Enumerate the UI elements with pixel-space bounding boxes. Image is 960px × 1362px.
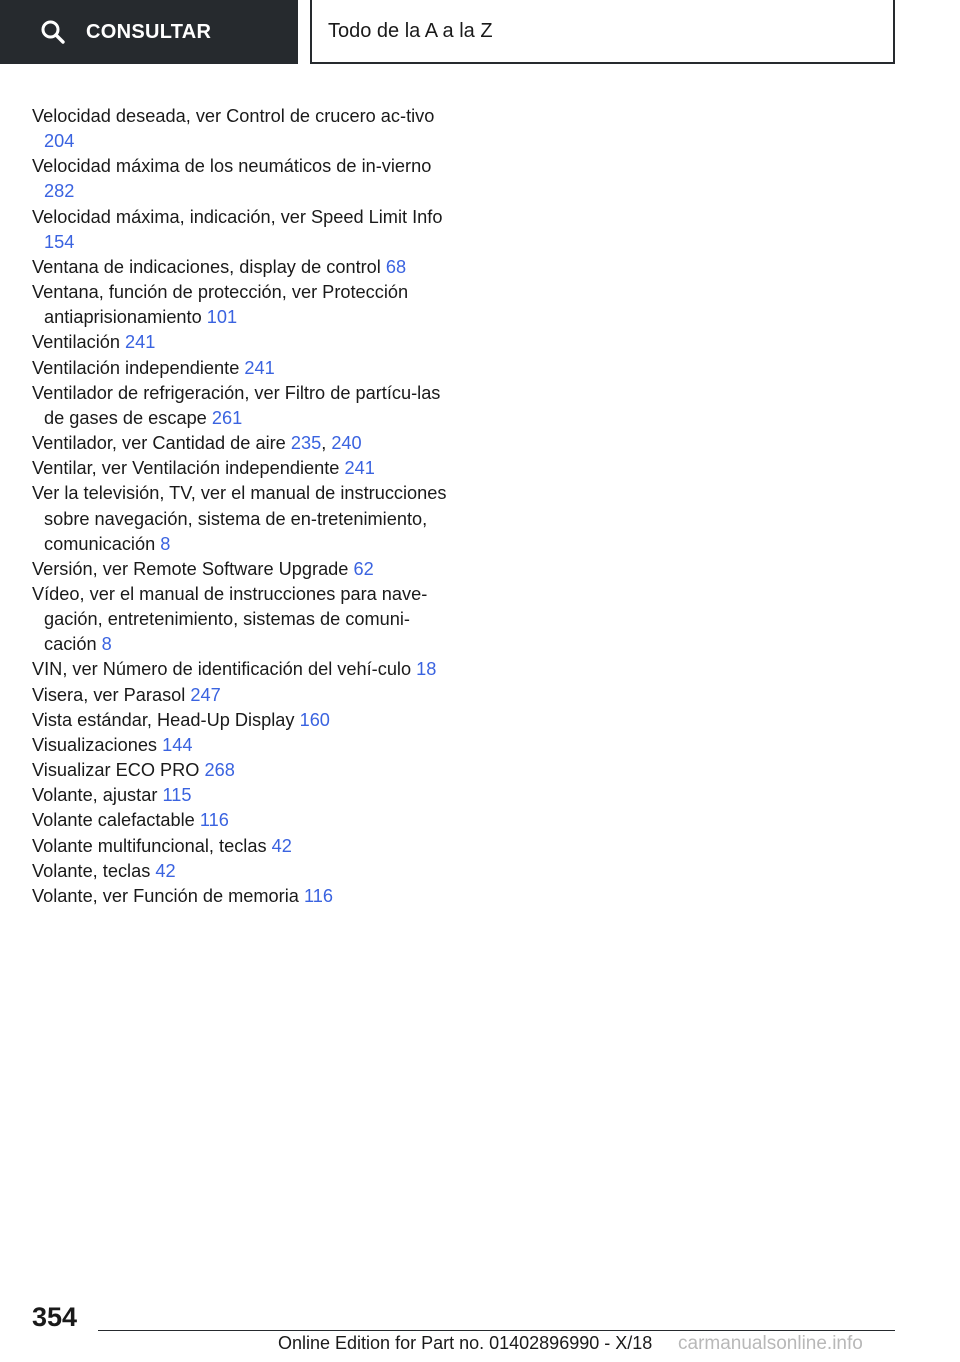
page-reference-link[interactable]: 241 [244, 357, 275, 378]
section-title: Todo de la A a la Z [328, 19, 493, 42]
index-entry [32, 205, 452, 255]
index-entry-text: Ventana, función de protección, ver Protección antiaprisionamiento [32, 282, 409, 328]
page-reference-link[interactable]: 42 [271, 835, 292, 856]
index-entry [32, 834, 452, 859]
index-entry-text: Ventilación independiente [32, 357, 240, 378]
search-icon [40, 19, 66, 45]
index-entry [32, 859, 452, 884]
page-reference-link[interactable]: 115 [162, 785, 192, 806]
index-entry-text: Versión, ver Remote Software Upgrade [32, 558, 349, 579]
index-entry [32, 783, 452, 808]
index-entry [32, 582, 452, 657]
page-reference-link[interactable]: 154 [44, 231, 75, 252]
page-reference-link[interactable]: 8 [101, 634, 112, 655]
index-entry-text: Volante multifuncional, teclas [32, 835, 267, 856]
index-entry-text: Velocidad máxima de los neumáticos de in-vierno [32, 156, 432, 177]
footer-rule [98, 1330, 895, 1331]
watermark: carmanualsonline.info [678, 1333, 863, 1354]
index-entry [32, 154, 452, 204]
page-reference-link[interactable]: 101 [206, 307, 238, 328]
section-header [310, 0, 895, 64]
page-reference-link[interactable]: 18 [416, 659, 437, 680]
index-entry-text: Ventilación [32, 332, 120, 353]
index-entry [32, 657, 452, 682]
page-reference-link[interactable]: 8 [160, 533, 171, 554]
page-reference-link[interactable]: 42 [155, 860, 176, 881]
consult-tab[interactable] [0, 0, 298, 64]
index-entry-text: Visualizar ECO PRO [32, 760, 200, 781]
page-reference-link[interactable]: 247 [190, 684, 221, 705]
page-reference-link[interactable]: 241 [344, 458, 375, 479]
index-entry-text: Visera, ver Parasol [32, 684, 186, 705]
page-reference-link[interactable]: 160 [299, 709, 330, 730]
index-entry [32, 330, 452, 355]
page-reference-link[interactable]: 282 [44, 181, 75, 202]
index-entry-text: Ventilador de refrigeración, ver Filtro de partícu-las de gases de escape [32, 382, 441, 428]
index-entry [32, 884, 452, 909]
index-entry: Ventilador, ver Cantidad de aire 235, 240 [32, 433, 362, 454]
edition-text: Online Edition for Part no. 01402896990 - X/18 [278, 1333, 653, 1353]
index-entry [32, 733, 452, 758]
index-entry-text: Vídeo, ver el manual de instrucciones para nave-gación, entretenimiento, sistemas de comuni-cación [32, 583, 428, 655]
page-number: 354 [32, 1302, 78, 1332]
page-reference-link[interactable]: 144 [162, 734, 193, 755]
page-reference-link[interactable]: 62 [353, 558, 374, 579]
page-reference-link[interactable]: 116 [199, 810, 229, 831]
index-entry-text: Ver la televisión, TV, ver el manual de instrucciones sobre navegación, sistema de en-tretenimiento, comunicación [32, 483, 447, 554]
index-entry [32, 104, 452, 154]
page-reference-link[interactable]: 204 [44, 131, 75, 152]
index-entry-text: Ventilar, ver Ventilación independiente [32, 458, 340, 479]
page-reference-link[interactable]: 261 [211, 407, 243, 428]
page-reference-link[interactable]: 268 [204, 760, 235, 781]
index-entry-text: Ventana de indicaciones, display de control [32, 256, 381, 277]
index-entry-text: Volante calefactable [32, 810, 195, 831]
index-entry-text: VIN, ver Número de identificación del vehí-culo [32, 659, 412, 680]
consult-tab-label: CONSULTAR [86, 20, 212, 43]
index-entry-text: Volante, ajustar [32, 785, 158, 806]
index-entry-text: Velocidad máxima, indicación, ver Speed Limit Info [32, 206, 443, 227]
index-entry [32, 683, 452, 708]
index-entry [32, 255, 452, 280]
index-entry [32, 356, 452, 381]
index-entry [32, 557, 452, 582]
index-entry [32, 381, 452, 431]
page-reference-link[interactable]: 241 [125, 332, 156, 353]
page-reference-link[interactable]: 116 [303, 885, 333, 906]
index-entry [32, 481, 452, 556]
index-entry-text: Volante, teclas [32, 860, 151, 881]
index-entry-text: Velocidad deseada, ver Control de crucero ac-tivo [32, 106, 435, 126]
index-entry-text: Visualizaciones [32, 734, 158, 755]
index-entry-text: Vista estándar, Head-Up Display [32, 709, 295, 730]
page-reference-link[interactable]: 235 [290, 433, 322, 454]
index-entry-text: Ventilador, ver Cantidad de aire [32, 433, 286, 454]
index-entry [32, 280, 452, 330]
index-entry [32, 808, 452, 833]
index-entry [32, 708, 452, 733]
page-reference-link[interactable]: 240 [331, 433, 362, 454]
page-reference-link[interactable]: 68 [385, 256, 407, 277]
index-entry-text: Volante, ver Función de memoria [32, 885, 299, 906]
index-entry [32, 456, 452, 481]
index-list [32, 104, 452, 909]
index-entry [32, 758, 452, 783]
